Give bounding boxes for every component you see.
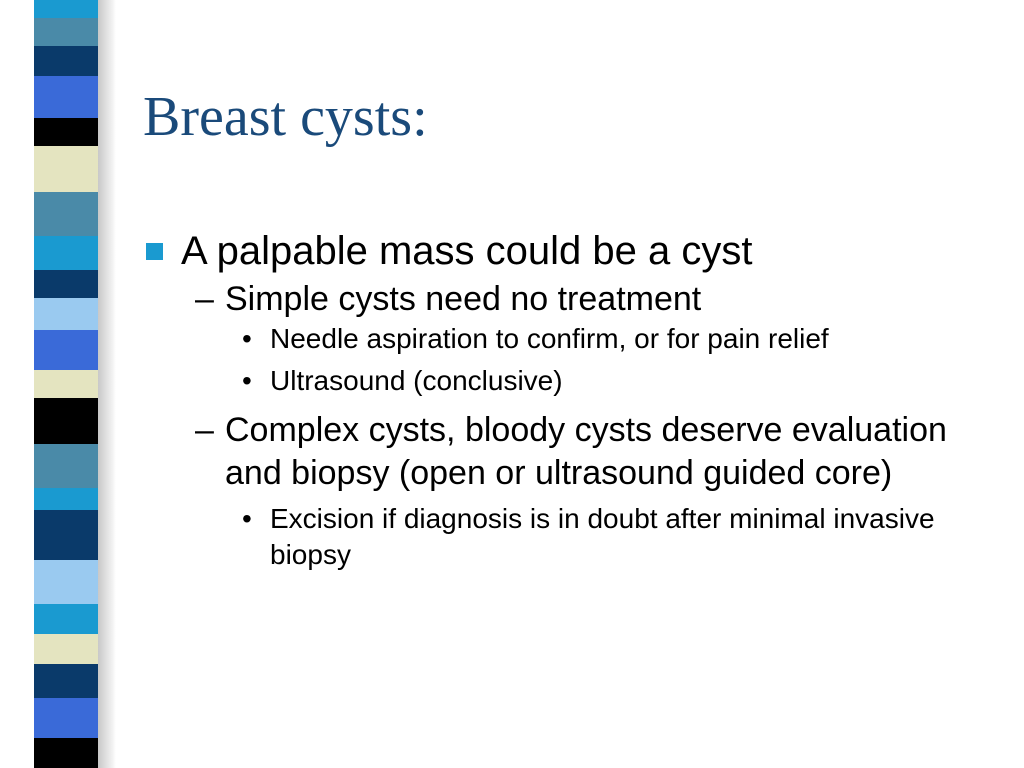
square-bullet-icon xyxy=(146,243,163,260)
strip-band xyxy=(34,444,98,488)
strip-band xyxy=(34,634,98,664)
strip-band xyxy=(34,330,98,370)
strip-band xyxy=(34,664,98,698)
strip-band xyxy=(34,76,98,118)
strip-band xyxy=(34,18,98,46)
slide-body xyxy=(143,226,993,573)
bullet-level-1 xyxy=(143,226,993,276)
bullet-text: Needle aspiration to confirm, or for pain relief xyxy=(270,323,829,354)
bullet-text: Excision if diagnosis is in doubt after minimal invasive biopsy xyxy=(270,503,935,570)
strip-band xyxy=(34,560,98,604)
strip-band xyxy=(34,0,98,18)
bullet-level-3 xyxy=(143,321,993,357)
strip-band xyxy=(34,46,98,76)
slide-title: Breast cysts: xyxy=(143,86,428,148)
bullet-level-2 xyxy=(143,278,993,321)
strip-band xyxy=(34,298,98,330)
strip-band xyxy=(34,146,98,192)
dot-bullet-icon: • xyxy=(242,365,252,396)
strip-band xyxy=(34,698,98,738)
decorative-strip xyxy=(34,0,98,768)
dot-bullet-icon: • xyxy=(242,503,252,534)
strip-shadow xyxy=(98,0,116,768)
bullet-level-3 xyxy=(143,363,993,399)
strip-band xyxy=(34,370,98,398)
strip-band xyxy=(34,236,98,270)
bullet-text: Ultrasound (conclusive) xyxy=(270,365,563,396)
strip-band xyxy=(34,738,98,768)
dash-bullet-icon: – xyxy=(195,411,214,449)
bullet-level-3 xyxy=(143,501,993,573)
strip-band xyxy=(34,510,98,560)
dash-bullet-icon: – xyxy=(195,280,214,318)
strip-band xyxy=(34,488,98,510)
bullet-text: A palpable mass could be a cyst xyxy=(181,229,753,273)
dot-bullet-icon: • xyxy=(242,323,252,354)
strip-band xyxy=(34,270,98,298)
strip-band xyxy=(34,604,98,634)
bullet-text: Complex cysts, bloody cysts deserve evaluation and biopsy (open or ultrasound guided core) xyxy=(225,411,947,492)
strip-band xyxy=(34,192,98,236)
strip-band xyxy=(34,118,98,146)
strip-band xyxy=(34,398,98,444)
bullet-text: Simple cysts need no treatment xyxy=(225,280,702,318)
bullet-level-2 xyxy=(143,409,993,495)
